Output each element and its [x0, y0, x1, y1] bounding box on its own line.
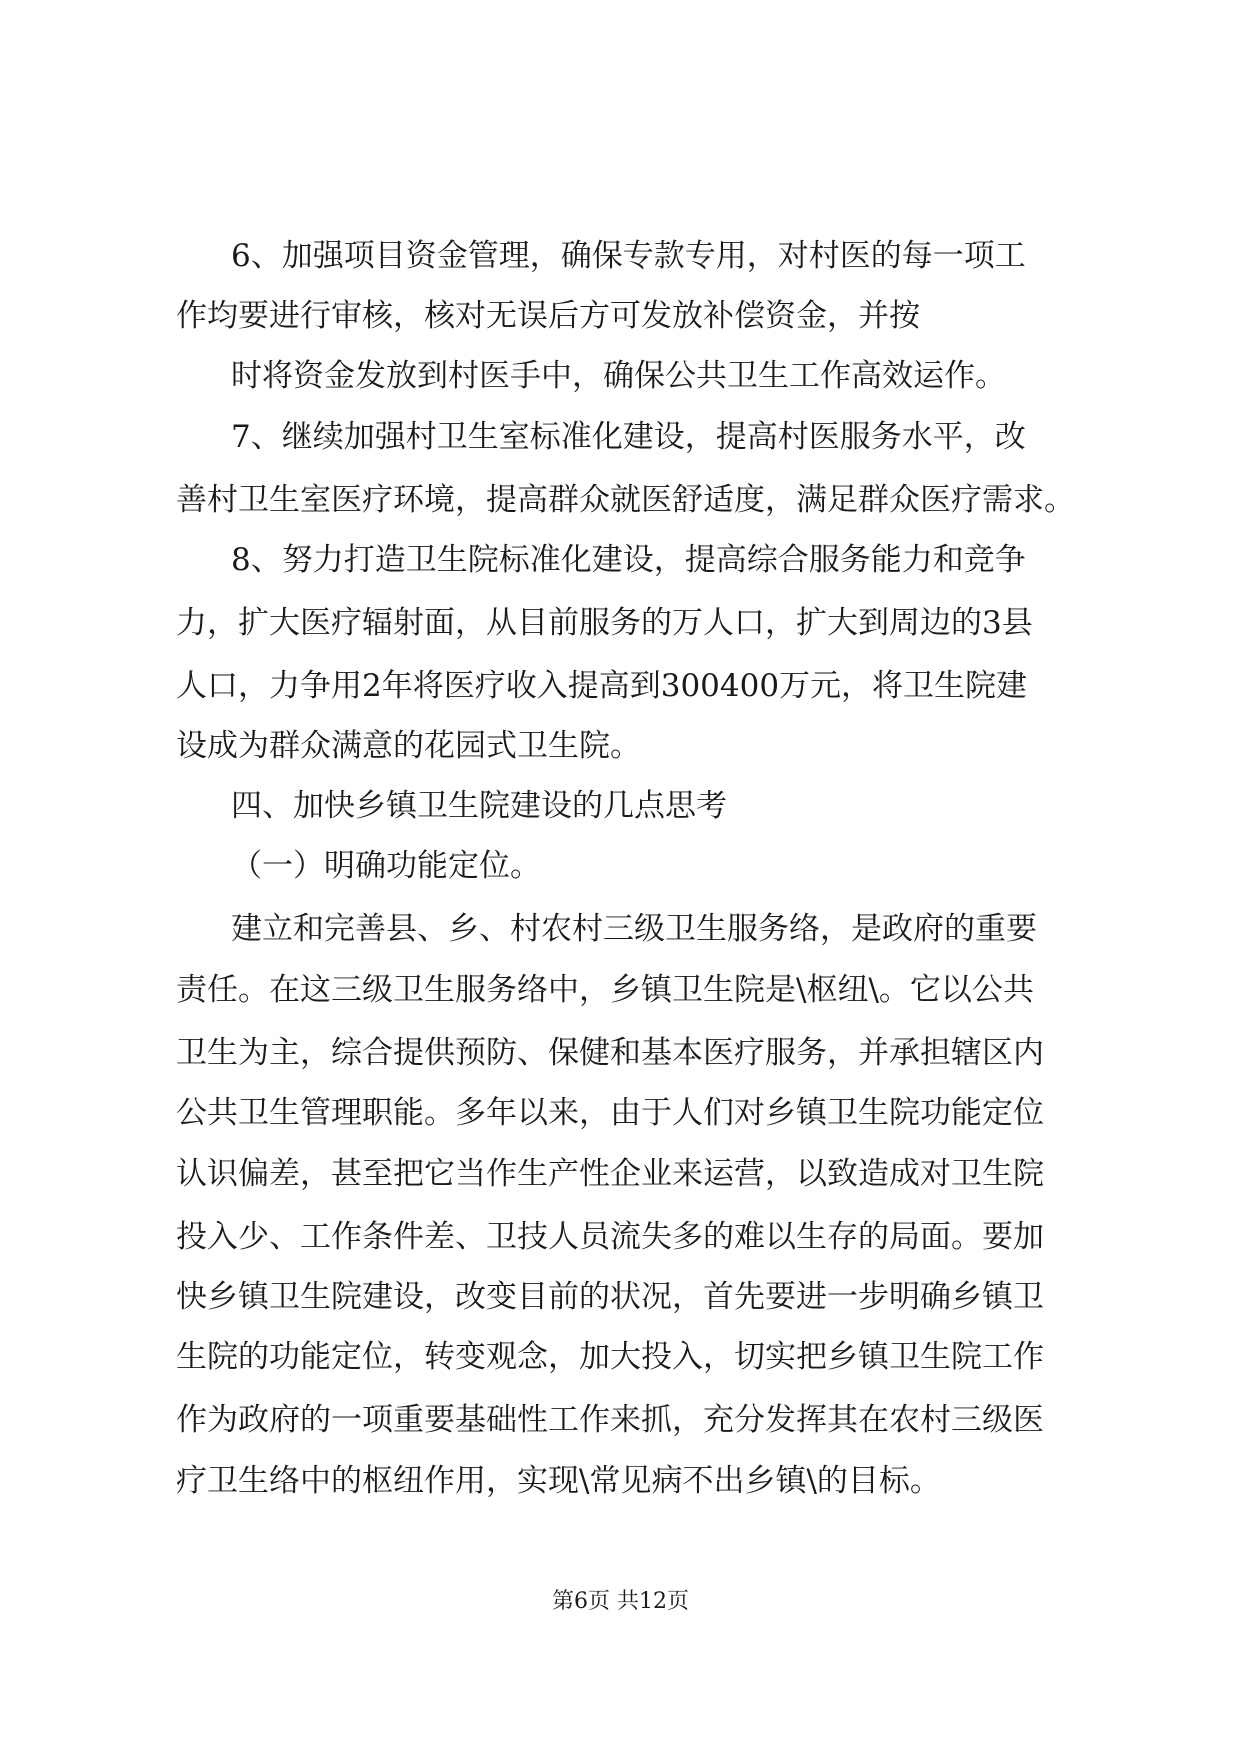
paragraph-line: 8、努力打造卫生院标准化建设，提高综合服务能力和竞争	[231, 542, 1026, 578]
paragraph-line: 投入少、工作条件差、卫技人员流失多的难以生存的局面。要加	[176, 1219, 1044, 1255]
page-number-footer: 第6页 共12页	[552, 1589, 689, 1614]
paragraph-line: 6、加强项目资金管理，确保专款专用，对村医的每一项工	[231, 238, 1026, 274]
paragraph-line: 卫生为主，综合提供预防、保健和基本医疗服务，并承担辖区内	[176, 1035, 1044, 1071]
paragraph-line: 7、继续加强村卫生室标准化建设，提高村医服务水平，改	[231, 419, 1026, 455]
paragraph-line: 时将资金发放到村医手中，确保公共卫生工作高效运作。	[231, 358, 1006, 394]
paragraph-line: 公共卫生管理职能。多年以来，由于人们对乡镇卫生院功能定位	[176, 1095, 1044, 1131]
paragraph-line: 建立和完善县、乡、村农村三级卫生服务络，是政府的重要	[231, 911, 1037, 947]
paragraph-line: 生院的功能定位，转变观念，加大投入，切实把乡镇卫生院工作	[176, 1339, 1044, 1375]
paragraph-line: 快乡镇卫生院建设，改变目前的状况，首先要进一步明确乡镇卫	[176, 1279, 1044, 1315]
paragraph-line: 力，扩大医疗辐射面，从目前服务的万人口，扩大到周边的3县	[176, 605, 1033, 641]
subsection-heading: （一）明确功能定位。	[231, 848, 541, 884]
paragraph-line: 作为政府的一项重要基础性工作来抓，充分发挥其在农村三级医	[176, 1402, 1044, 1438]
paragraph-line: 善村卫生室医疗环境，提高群众就医舒适度，满足群众医疗需求。	[176, 482, 1075, 518]
paragraph-line: 设成为群众满意的花园式卫生院。	[176, 728, 641, 764]
paragraph-line: 人口，力争用2年将医疗收入提高到300400万元，将卫生院建	[176, 668, 1028, 704]
section-heading: 四、加快乡镇卫生院建设的几点思考	[231, 788, 727, 824]
paragraph-line: 认识偏差，甚至把它当作生产性企业来运营，以致造成对卫生院	[176, 1156, 1044, 1192]
paragraph-line: 责任。在这三级卫生服务络中，乡镇卫生院是\枢纽\。它以公共	[176, 972, 1034, 1008]
paragraph-line: 作均要进行审核，核对无误后方可发放补偿资金，并按	[176, 298, 920, 334]
paragraph-line: 疗卫生络中的枢纽作用，实现\常见病不出乡镇\的目标。	[176, 1463, 941, 1499]
